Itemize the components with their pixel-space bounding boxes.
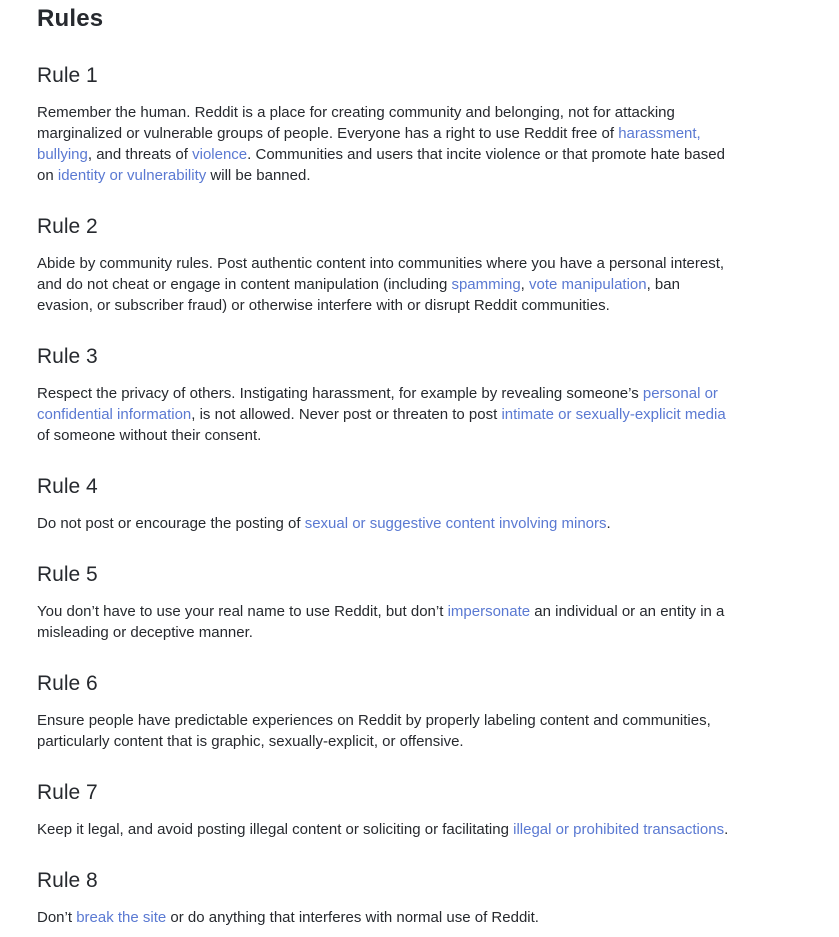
paragraph-text: . Communities and users that incite violence or that promote hate based on: [37, 146, 725, 184]
inline-link[interactable]: violence: [192, 146, 248, 163]
rule-heading: Rule 5: [37, 563, 98, 586]
rule-section: [37, 343, 737, 446]
paragraph-text: Do not post or encourage the posting of: [37, 515, 305, 532]
paragraph-text: .: [724, 821, 729, 838]
paragraph-text: an individual or an entity in a misleading or deceptive manner.: [37, 603, 725, 641]
rule-heading: Rule 2: [37, 215, 98, 238]
paragraph-text: , and threats of: [87, 146, 193, 163]
paragraph-text: will be banned.: [206, 167, 311, 184]
rule-paragraph: [37, 819, 737, 840]
inline-link[interactable]: harassment, bullying: [37, 125, 701, 163]
inline-link[interactable]: identity or vulnerability: [57, 167, 207, 184]
paragraph-text: Don’t: [37, 909, 77, 926]
rule-paragraph: [37, 383, 737, 446]
rule-paragraph: [37, 907, 737, 928]
paragraph-text: .: [606, 515, 611, 532]
rule-heading: Rule 3: [37, 345, 98, 368]
inline-link[interactable]: personal or confidential information: [37, 385, 718, 423]
rule-paragraph: [37, 102, 737, 186]
inline-link[interactable]: sexual or suggestive content involving minors: [304, 515, 607, 532]
rule-section: [37, 867, 737, 928]
rule-section: [37, 473, 737, 534]
paragraph-text: or do anything that interferes with normal use of Reddit.: [166, 909, 539, 926]
inline-link[interactable]: spamming: [451, 276, 521, 293]
paragraph-text: , ban evasion, or subscriber fraud) or otherwise interfere with or disrupt Reddit communities.: [37, 276, 680, 314]
paragraph-text: Keep it legal, and avoid posting illegal content or soliciting or facilitating: [37, 821, 514, 838]
inline-link[interactable]: intimate or sexually-explicit media: [501, 406, 726, 423]
paragraph-text: Remember the human. Reddit is a place for creating community and belonging, not for attacking marginalized or vulnerable groups of people. Everyone has a right to use Reddit free of: [37, 104, 675, 142]
rule-section: [37, 62, 737, 186]
inline-link[interactable]: break the site: [76, 909, 167, 926]
rule-heading: Rule 8: [37, 869, 98, 892]
paragraph-text: Respect the privacy of others. Instigating harassment, for example by revealing someone’s: [37, 385, 643, 402]
rule-paragraph: [37, 513, 737, 534]
inline-link[interactable]: vote manipulation: [529, 276, 647, 293]
rule-section: [37, 213, 737, 316]
inline-link[interactable]: illegal or prohibited transactions: [513, 821, 725, 838]
rule-heading: Rule 4: [37, 475, 98, 498]
paragraph-text: Abide by community rules. Post authentic content into communities where you have a personal interest, and do not cheat or engage in content manipulation (including: [37, 255, 725, 293]
rule-heading: Rule 1: [37, 64, 98, 87]
rule-section: [37, 670, 737, 752]
paragraph-text: Ensure people have predictable experiences on Reddit by properly labeling content and communities, particularly content that is graphic, sexually-explicit, or offensive.: [37, 712, 711, 750]
rule-section: [37, 561, 737, 643]
rule-heading: Rule 6: [37, 672, 98, 695]
rule-paragraph: [37, 601, 737, 643]
rule-section: [37, 779, 737, 840]
inline-link[interactable]: impersonate: [447, 603, 531, 620]
rules-list: [37, 62, 737, 928]
paragraph-text: of someone without their consent.: [37, 427, 262, 444]
page-title: Rules: [37, 5, 104, 32]
paragraph-text: , is not allowed. Never post or threaten to post: [191, 406, 502, 423]
rule-paragraph: [37, 710, 737, 752]
paragraph-text: ,: [520, 276, 530, 293]
rule-heading: Rule 7: [37, 781, 98, 804]
paragraph-text: You don’t have to use your real name to use Reddit, but don’t: [37, 603, 448, 620]
rule-paragraph: [37, 253, 737, 316]
